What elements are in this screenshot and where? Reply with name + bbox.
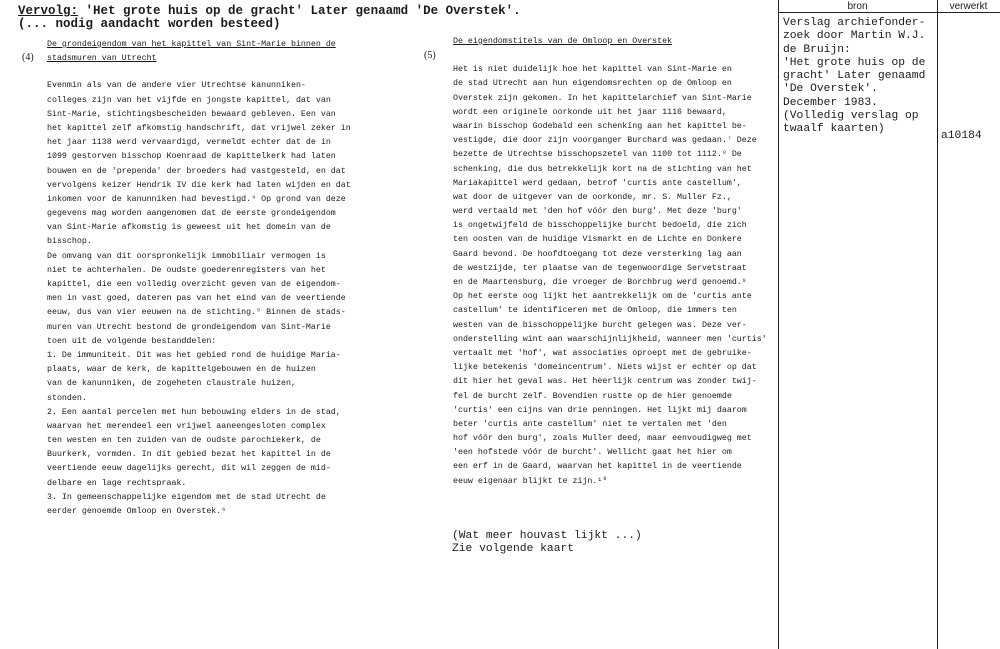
text-line: schenking, die dus betrekkelijk kort na de stichting van het <box>453 164 752 174</box>
text-line: het jaar 1138 werd vervaardigd, vermeldt echter dat de in <box>47 138 331 148</box>
text-line: Gaard bevond. De hoofdtoegang tot deze versterking lag aan <box>453 249 742 259</box>
text-line: 1. De immuniteit. Dit was het gebied rond de huidige Maria- <box>47 350 341 360</box>
middle-heading: De eigendomstitels van de Omloop en Overstek <box>453 37 673 46</box>
text-line: onderstelling wint aan waarschijnlijkheid, wanneer men 'curtis' <box>453 334 767 344</box>
text-line: fel de burcht zelf. Bovendien rustte op de hier genoemde <box>453 391 732 401</box>
left-body <box>47 79 351 519</box>
text-line: beter 'curtis ante castellum' niet te vertalen met 'den <box>453 419 727 429</box>
text-line: bezette de Utrechtse bisschopszetel van 1100 tot 1112.⁸ De <box>453 150 742 160</box>
text-line: ten westen en ten zuiden van de oudste parochiekerk, de <box>47 436 321 446</box>
bron-line: 'Het grote huis op de <box>783 56 926 69</box>
left-heading-line: De grondeigendom van het kapittel van Sint-Marie binnen de <box>47 40 336 49</box>
text-line: werd vertaald met 'den hof vóór den burg'. Met deze 'burg' <box>453 207 742 217</box>
text-line: Het is niet duidelijk hoe het kapittel van Sint-Marie en <box>453 65 732 75</box>
text-line: waarvan het merendeel een vrijwel aaneengesloten complex <box>47 421 326 431</box>
text-line: bisschop. <box>47 237 92 247</box>
text-line: vervolgens keizer Hendrik IV die kerk had laten wijden en dat <box>47 180 351 190</box>
text-line: eeuw, dus van vier eeuwen na de stichting.⁵ Binnen de stads- <box>47 308 346 318</box>
text-line: het kapittel zelf afkomstig handschrift, dat vrijwel zeker in <box>47 123 351 133</box>
bron-line: 'De Overstek'. <box>783 83 878 96</box>
bron-line: December 1983. <box>783 96 878 109</box>
panel-divider-right <box>937 0 938 649</box>
bron-line: (Volledig verslag op <box>783 110 919 123</box>
middle-body <box>453 63 767 489</box>
bron-line: twaalf kaarten) <box>783 123 885 136</box>
text-line: Evenmin als van de andere vier Utrechtse kanunniken- <box>47 81 306 91</box>
text-line: 'een hofstede vóór de burcht'. Wellicht gaat het hier om <box>453 448 732 458</box>
text-line: lijke betekenis 'domeincentrum'. Niets wijst er echter op dat <box>453 363 757 373</box>
text-line: is ongetwijfeld de bisschoppelijke burcht bedoeld, die zich <box>453 221 747 231</box>
text-line: van Sint-Marie afkomstig is geweest uit het domein van de <box>47 223 331 233</box>
continuation-line-1: (Wat meer houvast lijkt ...) <box>452 530 642 542</box>
text-line: Mariakapittel werd gedaan, betrof 'curtis ante castellum', <box>453 178 742 188</box>
text-line: eeuw eigenaar blijkt te zijn.¹⁰ <box>453 476 608 486</box>
text-line: Sint-Marie, stichtingsbescheiden bewaard gebleven. Een van <box>47 109 336 119</box>
text-line: Buurkerk, vormden. In dit gebied bezat het kapittel in de <box>47 450 331 460</box>
left-heading-line: stadsmuren van Utrecht <box>47 54 157 64</box>
text-line: toen uit de volgende bestanddelen: <box>47 336 217 346</box>
bron-line: gracht' Later genaamd <box>783 70 926 83</box>
title-prefix: Vervolg: <box>18 4 79 18</box>
text-line: 'curtis' een cijns van drie penningen. Het lijkt mij daarom <box>453 405 747 415</box>
text-line: inkomen voor de kanunniken had bevestigd.⁴ Op grond van deze <box>47 194 346 204</box>
bron-line: de Bruijn: <box>783 43 851 56</box>
card-subtitle: (... nodig aandacht worden besteed) <box>18 17 281 31</box>
text-line: de westzijde, ter plaatse van de tegenwoordige Servetstraat <box>453 263 747 273</box>
text-line: bouwen en de 'prependa' der broeders had vastgesteld, en dat <box>47 166 346 176</box>
text-line: 2. Een aantal percelen met hun bebouwing elders in de stad, <box>47 407 341 417</box>
left-margin-note: (4) <box>22 52 34 63</box>
text-line: delbare en lage rechtspraak. <box>47 478 187 488</box>
panel-divider-left <box>778 0 779 649</box>
text-line: wordt een originele oorkonde uit het jaar 1116 bewaard, <box>453 107 727 117</box>
text-line: stonden. <box>47 393 87 403</box>
text-line: Overstek zijn gekomen. In het kapittelarchief van Sint-Marie <box>453 93 752 103</box>
text-line: waarin bisschop Godebald een schenking aan het kapittel be- <box>453 121 747 131</box>
text-line: plaats, waar de kerk, de kapittelgebouwen en de huizen <box>47 365 316 375</box>
text-line: ten oosten van de huidige Vismarkt en de Lichte en Donkere <box>453 235 742 245</box>
panel-header-rule <box>778 12 1000 13</box>
text-line: men in vast goed, dateren pas van het eind van de veertiende <box>47 294 346 304</box>
left-column <box>47 38 351 519</box>
bron-line: zoek door Martin W.J. <box>783 30 926 43</box>
text-line: dit hier het geval was. Het heerlijk centrum was zonder twij- <box>453 377 757 387</box>
text-line: vertaalt met 'hof', wat associaties oproept met de gebruike- <box>453 348 752 358</box>
bron-line: Verslag archiefonder- <box>783 17 926 29</box>
text-line: en de Maartensburg, die vroeger de Borchbrug werd genoemd.⁹ <box>453 278 747 287</box>
text-line: De omvang van dit oorspronkelijk immobiliair vermogen is <box>47 251 326 261</box>
continuation-line-2: Zie volgende kaart <box>452 543 575 555</box>
continuation-note <box>452 530 642 556</box>
text-line: niet te achterhalen. De oudste goederenregisters van het <box>47 265 326 275</box>
text-line: castellum' te identificeren met de Omloop, die immers ten <box>453 306 737 316</box>
left-heading <box>47 38 351 66</box>
column-header-bron: bron <box>847 1 868 12</box>
text-line: hof vóór den burg', zoals Muller deed, maar eenvoudigweg met <box>453 434 752 444</box>
text-line: veertiende eeuw dagelijks gerecht, dit wil zeggen de mid- <box>47 464 331 474</box>
processed-code: a10184 <box>941 130 982 142</box>
text-line: westen van de bisschoppelijke burcht gelegen was. Deze ver- <box>453 320 747 330</box>
middle-margin-note: (5) <box>424 50 436 61</box>
text-line: de stad Utrecht aan hun eigendomsrechten op de Omloop en <box>453 79 732 89</box>
text-line: muren van Utrecht bestond de grondeigendom van Sint-Marie <box>47 322 331 332</box>
bron-text <box>783 17 925 137</box>
text-line: gegevens mag worden aangenomen dat de eerste grondeigendom <box>47 209 336 219</box>
text-line: wat door de uitgever van de oorkonde, mr. S. Muller Fz., <box>453 192 732 202</box>
text-line: vestigde, die door zijn voorganger Burchard was gedaan.⁷ Deze <box>453 136 757 146</box>
text-line: 1099 gestorven bisschop Koenraad de kapittelkerk had laten <box>47 152 336 162</box>
text-line: Op het eerste oog lijkt het aantrekkelijk om de 'curtis ante <box>453 292 752 302</box>
title-text: 'Het grote huis op de gracht' Later genaamd 'De Overstek'. <box>78 4 521 18</box>
text-line: kapittel, die een volledig overzicht geven van de eigendom- <box>47 280 341 289</box>
column-header-verwerkt: verwerkt <box>949 1 988 12</box>
text-line: colleges zijn van het vijfde en jongste kapittel, dat van <box>47 95 331 105</box>
text-line: eerder genoemde Omloop en Overstek.⁶ <box>47 507 227 516</box>
text-line: een erf in de Gaard, waarvan het kapittel in de veertiende <box>453 462 742 472</box>
middle-column <box>453 35 767 489</box>
text-line: 3. In gemeenschappelijke eigendom met de stad Utrecht de <box>47 492 326 502</box>
text-line: van de kanunniken, de zogeheten claustrale huizen, <box>47 379 296 389</box>
